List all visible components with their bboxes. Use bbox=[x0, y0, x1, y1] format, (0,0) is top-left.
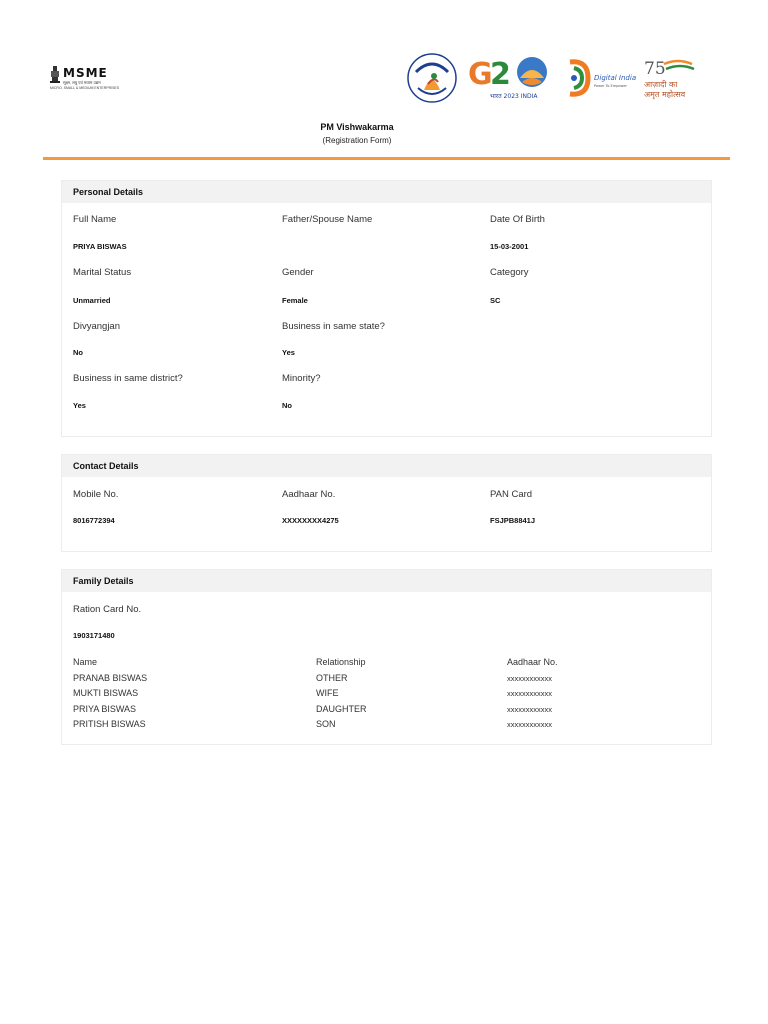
svg-text:G: G bbox=[468, 57, 493, 92]
msme-logo bbox=[50, 64, 120, 92]
category-label: Category bbox=[490, 267, 529, 278]
msme-tagline: सूक्ष्म, लघु एवं मध्यम उद्यम bbox=[63, 80, 101, 85]
page-subtitle: (Registration Form) bbox=[322, 136, 392, 145]
personal-details-heading: Personal Details bbox=[62, 181, 711, 203]
svg-text:अमृत महोत्सव: अमृत महोत्सव bbox=[644, 90, 686, 99]
page-header bbox=[0, 0, 768, 120]
full-name-label: Full Name bbox=[73, 214, 117, 225]
family-member-relationship: OTHER bbox=[316, 673, 348, 683]
date-of-birth-label: Date Of Birth bbox=[490, 214, 545, 225]
contact-details-heading: Contact Details bbox=[62, 455, 711, 477]
gender-value: Female bbox=[282, 296, 308, 305]
gender-label: Gender bbox=[282, 267, 314, 278]
full-name-value: PRIYA BISWAS bbox=[73, 242, 127, 251]
page-title: PM Vishwakarma bbox=[320, 122, 394, 132]
father-spouse-name-label: Father/Spouse Name bbox=[282, 214, 373, 225]
mobile-number-label: Mobile No. bbox=[73, 489, 119, 500]
msme-tagline-en: MICRO, SMALL & MEDIUM ENTERPRISES bbox=[50, 86, 120, 90]
family-member-name: PRIYA BISWAS bbox=[73, 704, 137, 714]
mobile-number-value: 8016772394 bbox=[73, 516, 115, 525]
business-same-state-value: Yes bbox=[282, 348, 295, 357]
business-same-district-value: Yes bbox=[73, 401, 86, 410]
marital-status-label: Marital Status bbox=[73, 267, 132, 278]
minority-value: No bbox=[282, 401, 292, 410]
family-member-relationship: SON bbox=[316, 719, 336, 729]
national-emblem-icon bbox=[50, 66, 60, 84]
business-same-district-label: Business in same district? bbox=[73, 373, 183, 384]
header-divider bbox=[43, 157, 730, 160]
azadi-ka-amrit-mahotsav-logo-icon bbox=[642, 56, 704, 100]
date-of-birth-value: 15-03-2001 bbox=[490, 242, 529, 251]
business-same-state-label: Business in same state? bbox=[282, 321, 385, 332]
family-column-name: Name bbox=[73, 657, 98, 667]
pan-card-value: FSJPB8841J bbox=[490, 516, 536, 525]
family-column-aadhaar: Aadhaar No. bbox=[507, 657, 558, 667]
family-member-aadhaar: xxxxxxxxxxxx bbox=[507, 674, 552, 683]
partner-logos bbox=[404, 52, 704, 104]
aadhaar-number-value: XXXXXXXX4275 bbox=[282, 516, 339, 525]
family-member-aadhaar: xxxxxxxxxxxx bbox=[507, 720, 552, 729]
divyangjan-label: Divyangjan bbox=[73, 321, 120, 332]
family-member-name: PRANAB BISWAS bbox=[73, 673, 148, 683]
digital-india-logo-icon bbox=[564, 58, 636, 98]
family-column-relationship: Relationship bbox=[316, 657, 366, 667]
pan-card-label: PAN Card bbox=[490, 489, 533, 500]
contact-details-card bbox=[61, 454, 712, 552]
family-member-aadhaar: xxxxxxxxxxxx bbox=[507, 705, 552, 714]
ration-card-value: 1903171480 bbox=[73, 631, 115, 640]
ration-card-label: Ration Card No. bbox=[73, 604, 142, 615]
minority-label: Minority? bbox=[282, 373, 321, 384]
svg-text:भारत 2023 INDIA: भारत 2023 INDIA bbox=[490, 93, 538, 100]
svg-text:75: 75 bbox=[644, 59, 666, 79]
divyangjan-value: No bbox=[73, 348, 83, 357]
family-member-name: PRITISH BISWAS bbox=[73, 719, 146, 729]
svg-text:2: 2 bbox=[490, 57, 511, 92]
form-title-block bbox=[0, 122, 714, 145]
aadhaar-number-label: Aadhaar No. bbox=[282, 489, 336, 500]
personal-details-card bbox=[61, 180, 712, 437]
msme-wordmark: MSME bbox=[63, 66, 108, 80]
family-details-card bbox=[61, 569, 712, 745]
svg-text:Digital India: Digital India bbox=[594, 74, 636, 82]
family-member-aadhaar: xxxxxxxxxxxx bbox=[507, 689, 552, 698]
pm-vishwakarma-logo-icon bbox=[404, 52, 460, 104]
g20-logo-icon bbox=[466, 52, 556, 104]
family-member-relationship: DAUGHTER bbox=[316, 704, 367, 714]
category-value: SC bbox=[490, 296, 501, 305]
family-member-relationship: WIFE bbox=[316, 688, 339, 698]
family-member-name: MUKTI BISWAS bbox=[73, 688, 139, 698]
svg-text:Power To Empower: Power To Empower bbox=[594, 84, 627, 88]
svg-text:आज़ादी का: आज़ादी का bbox=[644, 80, 678, 89]
family-details-heading: Family Details bbox=[62, 570, 711, 592]
marital-status-value: Unmarried bbox=[73, 296, 111, 305]
